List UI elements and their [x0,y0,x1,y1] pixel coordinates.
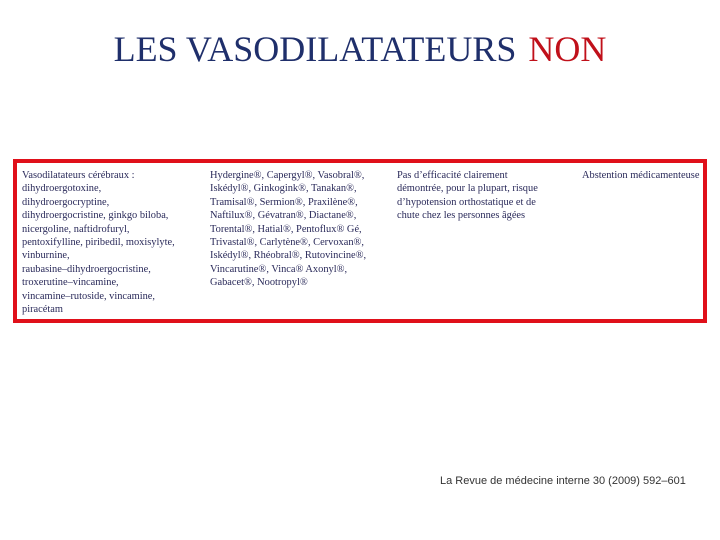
table-cell: piracétam [22,304,63,316]
slide-title-emphasis: NON [528,29,607,69]
table-cell: dihydroergocristine, ginkgo biloba, [22,210,169,222]
source-citation: La Revue de médecine interne 30 (2009) 592–601 [440,475,686,487]
table-col-recommendation [582,169,707,182]
drug-table-frame [13,159,707,323]
table-cell: Hydergine®, Capergyl®, Vasobral®, [210,170,365,181]
table-cell: Tramisal®, Sermion®, Praxilène®, [210,196,358,208]
table-cell: démontrée, pour la plupart, risque [397,183,538,195]
table-cell: Trivastal®, Carlytène®, Cervoxan®, [210,237,365,249]
table-cell: troxerutine–vincamine, [22,277,119,289]
table-col-rationale [397,169,577,223]
table-cell: vincamine–rutoside, vincamine, [22,290,156,302]
table-cell: dihydroergotoxine, [22,183,102,195]
table-cell: Vasodilatateurs cérébraux : [22,170,135,181]
table-cell: Abstention médicamenteuse [582,170,700,181]
table-cell: d’hypotension orthostatique et de [397,196,536,208]
table-cell: nicergoline, naftidrofuryl, [22,223,130,235]
table-cell: Vincarutine®, Vinca® Axonyl®, [210,263,348,275]
table-cell: raubasine–dihydroergocristine, [22,263,151,275]
table-cell: pentoxifylline, piribedil, moxisylyte, [22,237,175,249]
table-cell: Torental®, Hatial®, Pentoflux® Gé, [210,223,362,235]
table-cell: Iskédyl®, Rhéobral®, Rutovincine®, [210,250,367,262]
table-cell: Gabacet®, Nootropyl® [210,277,308,289]
table-cell: Pas d’efficacité clairement [397,170,508,181]
table-cell: Naftilux®, Gévatran®, Diactane®, [210,210,357,222]
table-col-brand-names [210,169,390,290]
table-cell: dihydroergocryptine, [22,196,110,208]
slide-title-main: LES VASODILATATEURS [113,29,517,69]
slide-title [0,28,720,70]
table-cell: Iskédyl®, Ginkogink®, Tanakan®, [210,183,357,195]
table-col-drug-class [22,169,207,316]
table-cell: vinburnine, [22,250,70,262]
table-cell: chute chez les personnes âgées [397,210,526,222]
